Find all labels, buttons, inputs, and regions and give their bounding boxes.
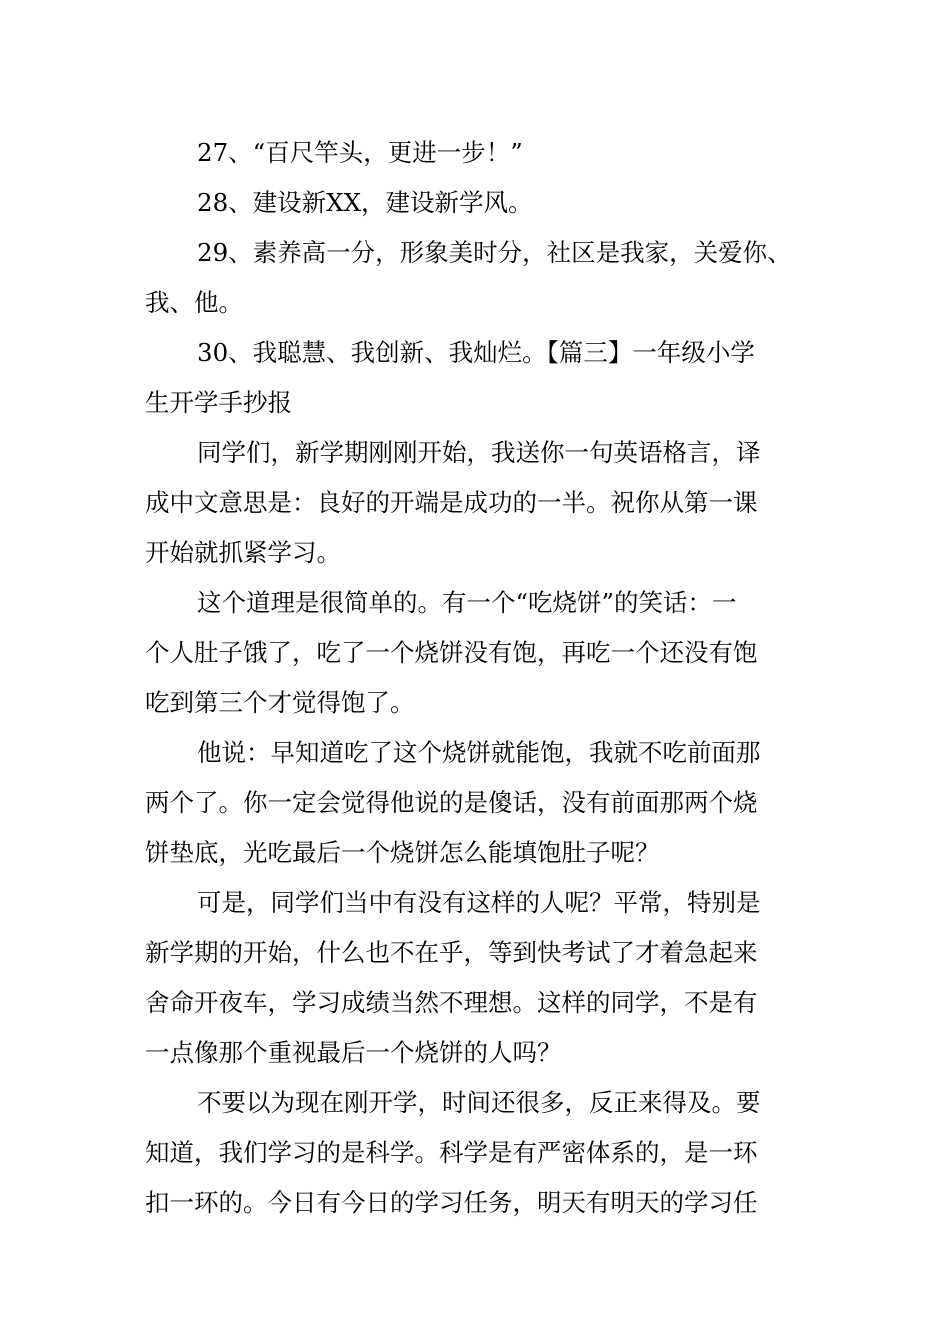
text-line: 舍命开夜车，学习成绩当然不理想。这样的同学，不是有: [145, 988, 758, 1017]
paragraph-science: [145, 1078, 825, 1228]
paragraph-30: [145, 328, 825, 428]
text-line: 成中文意思是：良好的开端是成功的一半。祝你从第一课: [145, 488, 758, 517]
text-line: 27、“百尺竿头，更进一步！”: [197, 138, 523, 167]
paragraph-28: [145, 178, 825, 228]
paragraph-he-said: [145, 728, 825, 878]
paragraph-however: [145, 878, 825, 1078]
paragraph-intro: [145, 428, 825, 578]
text-line: 不要以为现在刚开学，时间还很多，反正来得及。要: [197, 1088, 761, 1117]
text-line: 他说：早知道吃了这个烧饼就能饱，我就不吃前面那: [197, 738, 761, 767]
paragraph-29: [145, 228, 825, 328]
paragraph-joke: [145, 578, 825, 728]
text-line: 生开学手抄报: [145, 388, 292, 417]
text-line: 28、建设新XX，建设新学风。: [197, 188, 533, 217]
text-line: 吃到第三个才觉得饱了。: [145, 688, 415, 717]
text-line: 我、他。: [145, 288, 243, 317]
text-line: 饼垫底，光吃最后一个烧饼怎么能填饱肚子呢？: [145, 838, 660, 867]
text-line: 这个道理是很简单的。有一个“吃烧饼”的笑话：一: [197, 588, 737, 617]
text-line: 开始就抓紧学习。: [145, 538, 341, 567]
text-line: 30、我聪慧、我创新、我灿烂。【篇三】一年级小学: [197, 338, 755, 367]
text-line: 同学们，新学期刚刚开始，我送你一句英语格言，译: [197, 438, 761, 467]
text-line: 个人肚子饿了，吃了一个烧饼没有饱，再吃一个还没有饱: [145, 638, 758, 667]
paragraph-27: [145, 128, 825, 178]
text-line: 知道，我们学习的是科学。科学是有严密体系的，是一环: [145, 1138, 758, 1167]
text-line: 一点像那个重视最后一个烧饼的人吗？: [145, 1038, 562, 1067]
text-line: 可是，同学们当中有没有这样的人呢？平常，特别是: [197, 888, 761, 917]
text-line: 29、素养高一分，形象美时分，社区是我家，关爱你、: [197, 238, 792, 267]
document-body: [145, 128, 825, 1228]
text-line: 新学期的开始，什么也不在乎，等到快考试了才着急起来: [145, 938, 758, 967]
text-line: 两个了。你一定会觉得他说的是傻话，没有前面那两个烧: [145, 788, 758, 817]
text-line: 扣一环的。今日有今日的学习任务，明天有明天的学习任: [145, 1188, 758, 1217]
